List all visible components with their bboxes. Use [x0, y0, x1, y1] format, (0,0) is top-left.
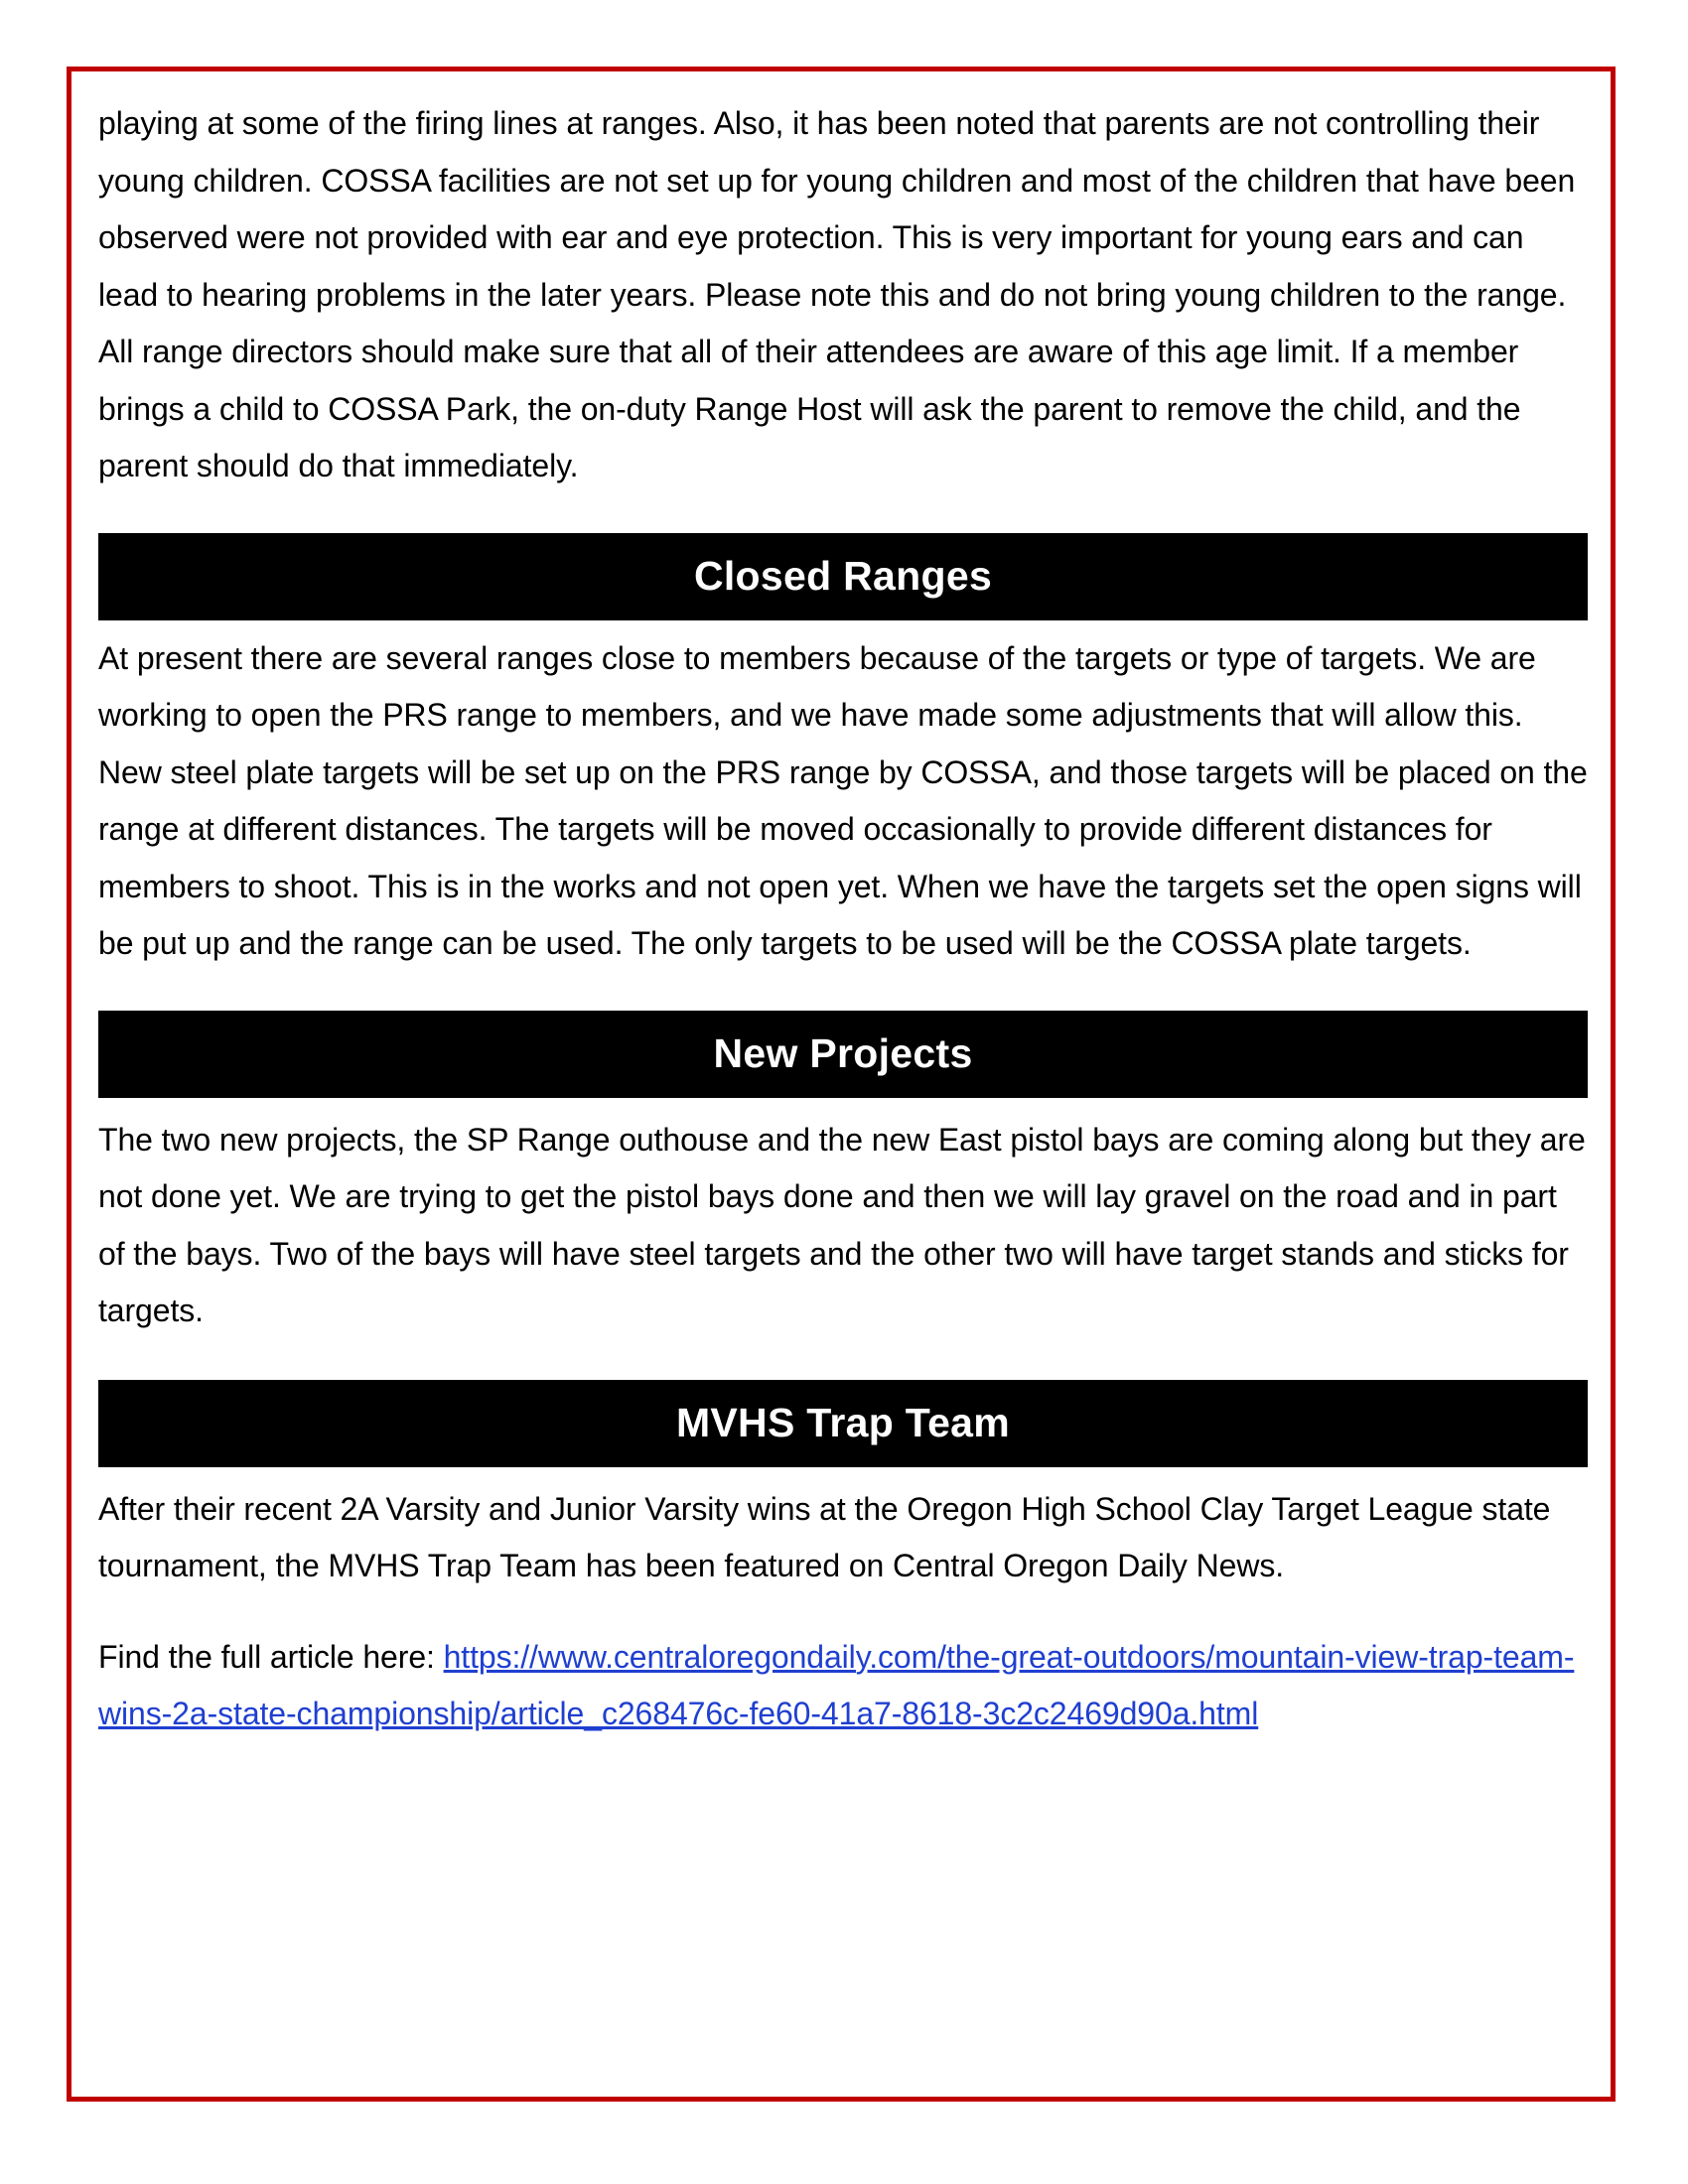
article-link[interactable]: https://www.centraloregondaily.com/the-great-outdoors/mountain-view-trap-team-wins-2a-state-championship/article_c268476c-fe60-41a7-8618-3c2c2469d90a.html: [98, 1638, 1575, 1731]
article-link-prefix: Find the full article here:: [98, 1638, 444, 1675]
new-projects-heading: New Projects: [98, 1011, 1588, 1098]
new-projects-paragraph: The two new projects, the SP Range outhouse and the new East pistol bays are coming along but they are not done yet. We are trying to get the pistol bays done and then we will lay gravel on the road and in part of the bays. Two of the bays will have steel targets and the other two will have target stands and sticks for targets.: [98, 1121, 1586, 1328]
article-link-line: [98, 1629, 1588, 1743]
intro-paragraph: playing at some of the firing lines at ranges. Also, it has been noted that parents are not controlling their young children. COSSA facilities are not set up for young children and most of the children that have been observed were not provided with ear and eye protection. This is very important for young ears and can lead to hearing problems in the later years. Please note this and do not bring young children to the range. All range directors should make sure that all of their attendees are aware of this age limit. If a member brings a child to COSSA Park, the on-duty Range Host will ask the parent to remove the child, and the parent should do that immediately.: [98, 105, 1576, 483]
newsletter-content: [98, 95, 1588, 1743]
trap-team-paragraph: After their recent 2A Varsity and Junior Varsity wins at the Oregon High School Clay Target League state tournament, the MVHS Trap Team has been featured on Central Oregon Daily News.: [98, 1490, 1551, 1583]
closed-ranges-heading: Closed Ranges: [98, 533, 1588, 620]
trap-team-heading: MVHS Trap Team: [98, 1380, 1588, 1467]
closed-ranges-paragraph: At present there are several ranges close to members because of the targets or type of targets. We are working to open the PRS range to members, and we have made some adjustments that will allow this. New steel plate targets will be set up on the PRS range by COSSA, and those targets will be placed on the range at different distances. The targets will be moved occasionally to provide different distances for members to shoot. This is in the works and not open yet. When we have the targets set the open signs will be put up and the range can be used. The only targets to be used will be the COSSA plate targets.: [98, 639, 1588, 961]
